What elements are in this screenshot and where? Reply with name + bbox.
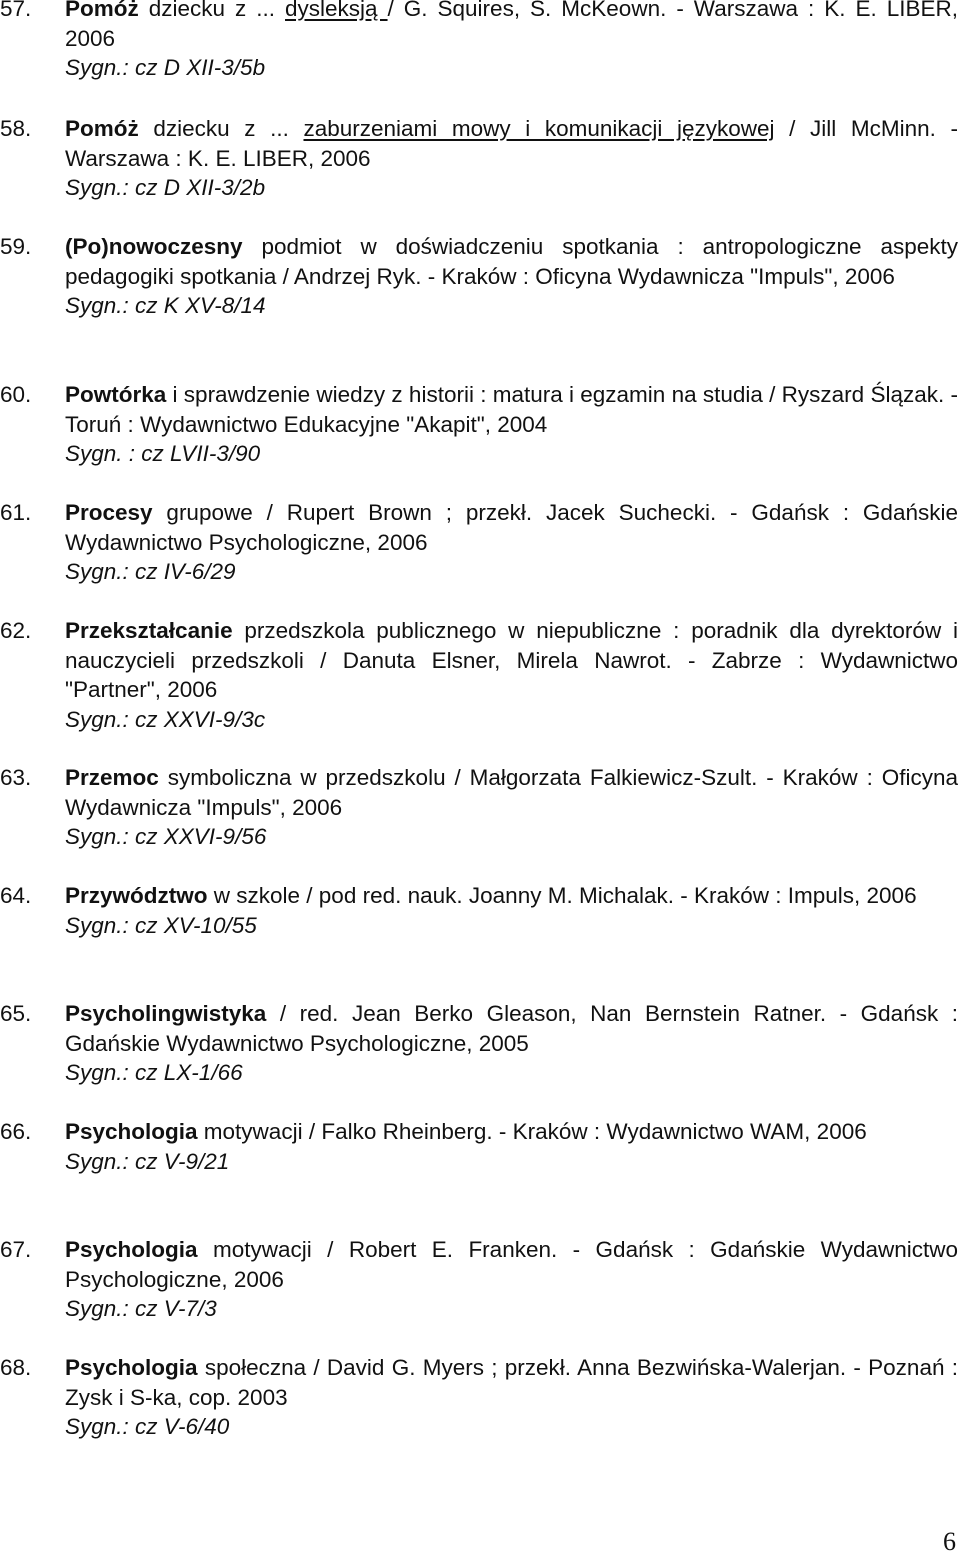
entry-number: 59. — [0, 234, 32, 259]
bibliography-entry — [0, 114, 958, 203]
entry-number: 64. — [0, 883, 32, 908]
entry-number: 67. — [0, 1237, 32, 1262]
entry-underlined-text: zaburzeniami mowy i komunikacji językowej — [303, 116, 775, 141]
entry-number: 62. — [0, 618, 32, 643]
entry-text: i sprawdzenie wiedzy z historii : matura i egzamin na studia / Ryszard Ślązak. - Toruń : Wydawnictwo Edukacyjne "Akapit", 2004 — [65, 382, 958, 437]
bibliography-entry — [0, 1117, 958, 1176]
entry-description — [65, 0, 958, 53]
entry-text: społeczna / David G. Myers ; przekł. Anna Bezwińska-Walerjan. - Poznań : Zysk i S-ka, cop. 2003 — [65, 1355, 958, 1410]
entry-title: Pomóż — [65, 116, 139, 141]
entry-shelfmark: Sygn.: cz K XV-8/14 — [65, 293, 266, 319]
entry-title: Psychologia — [65, 1119, 198, 1144]
entry-title: Przekształcanie — [65, 618, 233, 643]
bibliography-entry — [0, 616, 958, 734]
entry-text: motywacji / Robert E. Franken. - Gdańsk : Gdańskie Wydawnictwo Psychologiczne, 2006 — [65, 1237, 958, 1292]
entry-shelfmark: Sygn.: cz D XII-3/5b — [65, 55, 266, 81]
entry-shelfmark: Sygn.: cz V-7/3 — [65, 1296, 217, 1322]
entry-description — [65, 232, 958, 291]
entry-number: 60. — [0, 382, 32, 407]
entry-text: w szkole / pod red. nauk. Joanny M. Michalak. - Kraków : Impuls, 2006 — [207, 883, 917, 908]
entry-text: symboliczna w przedszkolu / Małgorzata Falkiewicz-Szult. - Kraków : Oficyna Wydawnicza "Impuls", 2006 — [65, 765, 958, 820]
bibliography-entry — [0, 232, 958, 321]
entry-text: dziecku z ... — [138, 116, 304, 141]
entry-title: Psychologia — [65, 1237, 198, 1262]
entry-title: Przemoc — [65, 765, 159, 790]
entry-shelfmark: Sygn.: cz XXVI-9/56 — [65, 824, 267, 850]
entry-text: podmiot w doświadczeniu spotkania : antropologiczne aspekty pedagogiki spotkania / Andrzej Ryk. - Kraków : Oficyna Wydawnicza "Impuls", 2006 — [65, 234, 958, 289]
entry-underlined-text: dysleksją — [285, 0, 388, 21]
entry-description — [65, 999, 958, 1058]
bibliography-entry — [0, 1353, 958, 1442]
bibliography-entry — [0, 498, 958, 587]
entry-shelfmark: Sygn.: cz D XII-3/2b — [65, 175, 266, 201]
entry-title: Powtórka — [65, 382, 167, 407]
entry-number: 63. — [0, 765, 32, 790]
entry-text: motywacji / Falko Rheinberg. - Kraków : Wydawnictwo WAM, 2006 — [197, 1119, 867, 1144]
entry-description — [65, 1235, 958, 1294]
entry-shelfmark: Sygn.: cz IV-6/29 — [65, 559, 236, 585]
bibliography-entry — [0, 999, 958, 1088]
entry-shelfmark: Sygn. : cz LVII-3/90 — [65, 441, 261, 467]
entry-number: 66. — [0, 1119, 32, 1144]
bibliography-entry — [0, 380, 958, 469]
entry-number: 68. — [0, 1355, 32, 1380]
page-number: 6 — [943, 1527, 956, 1556]
entry-number: 57. — [0, 0, 32, 21]
entry-number: 65. — [0, 1001, 32, 1026]
bibliography-entry — [0, 1235, 958, 1324]
entry-description — [65, 763, 958, 822]
entry-text: grupowe / Rupert Brown ; przekł. Jacek Suchecki. - Gdańsk : Gdańskie Wydawnictwo Psychologiczne, 2006 — [65, 500, 958, 555]
entry-description — [65, 498, 958, 557]
entry-number: 61. — [0, 500, 32, 525]
entry-description — [65, 1117, 958, 1147]
entry-title: Psycholingwistyka — [65, 1001, 267, 1026]
entry-description — [65, 616, 958, 705]
entry-text: dziecku z ... — [138, 0, 286, 21]
entry-description — [65, 1353, 958, 1412]
bibliography-entry — [0, 763, 958, 852]
entry-description — [65, 114, 958, 173]
entry-title: Przywództwo — [65, 883, 208, 908]
entry-description — [65, 881, 958, 911]
entry-text: / Jill McMinn. - Warszawa : K. E. LIBER, 2006 — [65, 116, 958, 171]
entry-shelfmark: Sygn.: cz V-9/21 — [65, 1148, 230, 1174]
entry-description — [65, 380, 958, 439]
entry-text: / G. Squires, S. McKeown. - Warszawa : K. E. LIBER, 2006 — [65, 0, 958, 51]
entry-shelfmark: Sygn.: cz V-6/40 — [65, 1414, 230, 1440]
entry-text: przedszkola publicznego w niepubliczne : poradnik dla dyrektorów i nauczycieli przedszkoli / Danuta Elsner, Mirela Nawrot. - Zabrze : Wydawnictwo "Partner", 2006 — [65, 618, 958, 703]
entry-shelfmark: Sygn.: cz LX-1/66 — [65, 1060, 243, 1086]
entry-shelfmark: Sygn.: cz XXVI-9/3c — [65, 706, 266, 732]
bibliography-entry — [0, 0, 958, 83]
entry-title: Procesy — [65, 500, 153, 525]
bibliography-entry — [0, 881, 958, 940]
entry-title: Psychologia — [65, 1355, 198, 1380]
entry-number: 58. — [0, 116, 32, 141]
entry-text: / red. Jean Berko Gleason, Nan Bernstein Ratner. - Gdańsk : Gdańskie Wydawnictwo Psychologiczne, 2005 — [65, 1001, 958, 1056]
entry-shelfmark: Sygn.: cz XV-10/55 — [65, 912, 257, 938]
entry-title: (Po)nowoczesny — [65, 234, 243, 259]
entry-title: Pomóż — [65, 0, 139, 21]
